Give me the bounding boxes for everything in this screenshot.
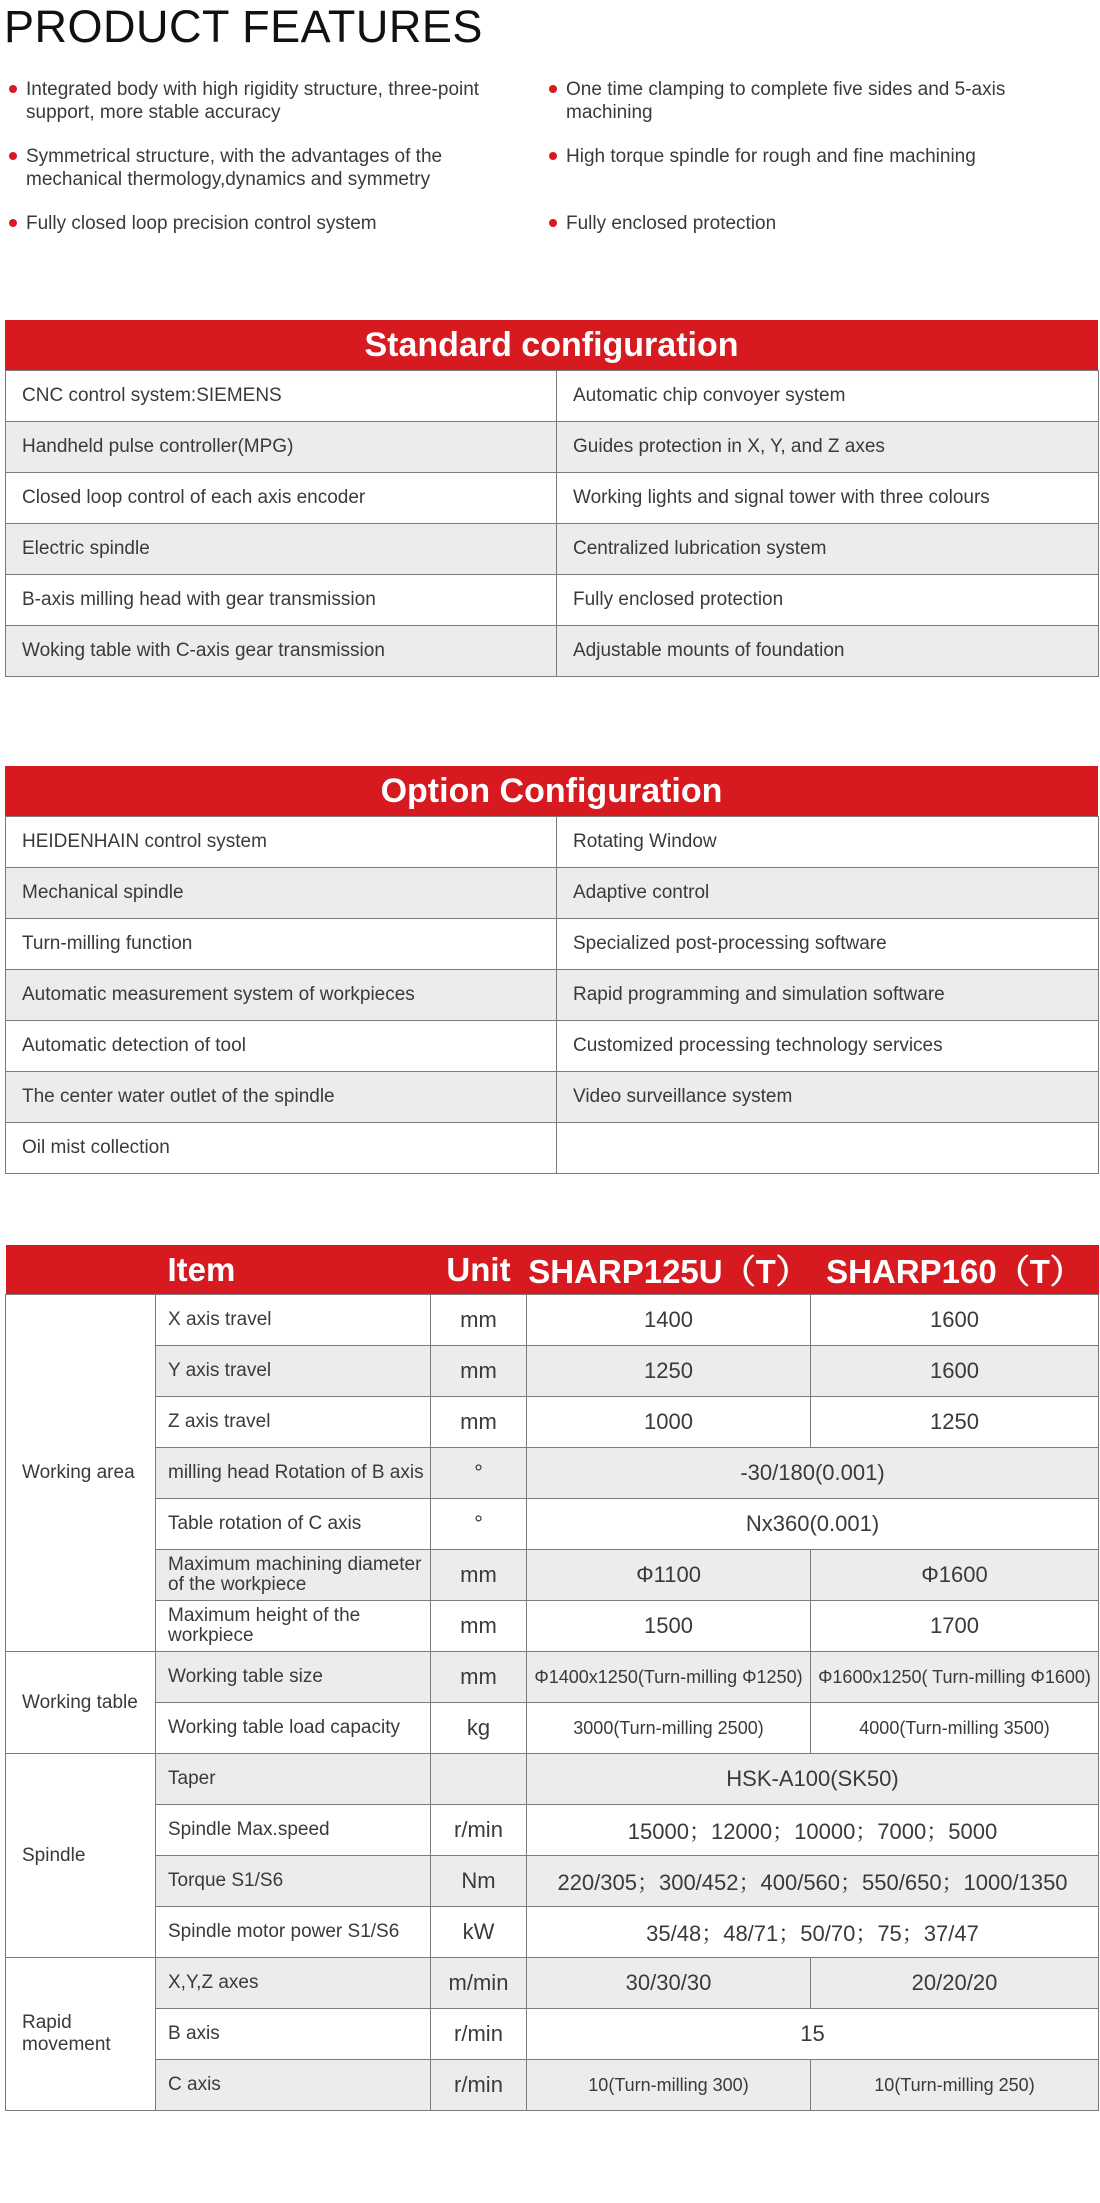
- table-row: [6, 1295, 1099, 1346]
- feature-text: Fully closed loop precision control system: [26, 213, 377, 234]
- bullet-icon: [9, 152, 17, 160]
- spec-unit: m/min: [431, 1958, 527, 2009]
- table-row: [6, 868, 1099, 919]
- spec-value: 15: [527, 2009, 1099, 2060]
- table-row: [6, 2009, 1099, 2060]
- group-working-area: Working area: [6, 1295, 156, 1652]
- feature-text: Integrated body with high rigidity structure, three-point support, more stable accuracy: [26, 79, 480, 123]
- spec-value: 15000；12000；10000；7000；5000: [527, 1805, 1099, 1856]
- feature-item: [566, 212, 1066, 235]
- spec-value: 1600: [811, 1295, 1099, 1346]
- spec-value: Φ1400x1250(Turn-milling Φ1250): [527, 1652, 811, 1703]
- option-config-table: [5, 816, 1099, 1174]
- group-spindle: Spindle: [6, 1754, 156, 1958]
- standard-config-table: [5, 370, 1099, 677]
- table-row: [6, 1652, 1099, 1703]
- table-cell: Electric spindle: [6, 524, 557, 575]
- spec-value: 1250: [527, 1346, 811, 1397]
- table-row: [6, 2060, 1099, 2111]
- table-row: [6, 1958, 1099, 2009]
- spec-value: 35/48；48/71；50/70；75；37/47: [527, 1907, 1099, 1958]
- spec-value: 3000(Turn-milling 2500): [527, 1703, 811, 1754]
- header-item: Item: [156, 1245, 431, 1295]
- table-row: [6, 1397, 1099, 1448]
- spec-item: X,Y,Z axes: [156, 1958, 431, 2009]
- spec-unit: kg: [431, 1703, 527, 1754]
- table-cell: Handheld pulse controller(MPG): [6, 422, 557, 473]
- table-cell: Centralized lubrication system: [557, 524, 1099, 575]
- spec-value: 1500: [527, 1601, 811, 1652]
- spec-item: X axis travel: [156, 1295, 431, 1346]
- table-row: [6, 1021, 1099, 1072]
- table-cell: Guides protection in X, Y, and Z axes: [557, 422, 1099, 473]
- spec-value: 30/30/30: [527, 1958, 811, 2009]
- spec-value: 10(Turn-milling 250): [811, 2060, 1099, 2111]
- table-row: [6, 524, 1099, 575]
- table-cell: Specialized post-processing software: [557, 919, 1099, 970]
- bullet-icon: [9, 85, 17, 93]
- spec-unit: °: [431, 1499, 527, 1550]
- spec-value: 220/305；300/452；400/560；550/650；1000/1350: [527, 1856, 1099, 1907]
- spec-unit: r/min: [431, 2060, 527, 2111]
- spec-item: Taper: [156, 1754, 431, 1805]
- table-cell: Video surveillance system: [557, 1072, 1099, 1123]
- spec-value: Φ1600x1250( Turn-milling Φ1600): [811, 1652, 1099, 1703]
- table-cell: Mechanical spindle: [6, 868, 557, 919]
- spec-value: 20/20/20: [811, 1958, 1099, 2009]
- table-row: [6, 1805, 1099, 1856]
- group-working-table: Working table: [6, 1652, 156, 1754]
- header-blank: [6, 1245, 156, 1295]
- feature-item: [26, 145, 526, 191]
- option-config-banner: Option Configuration: [5, 766, 1098, 816]
- table-cell: Adjustable mounts of foundation: [557, 626, 1099, 677]
- spec-unit: °: [431, 1448, 527, 1499]
- standard-config-banner: Standard configuration: [5, 320, 1098, 370]
- table-row: [6, 1448, 1099, 1499]
- table-cell: Automatic detection of tool: [6, 1021, 557, 1072]
- table-row: [6, 1856, 1099, 1907]
- table-cell: Fully enclosed protection: [557, 575, 1099, 626]
- spec-item: Maximum height of the workpiece: [156, 1601, 431, 1652]
- feature-item: [566, 145, 1066, 168]
- spec-unit: [431, 1754, 527, 1805]
- table-cell: Oil mist collection: [6, 1123, 557, 1174]
- table-row: [6, 919, 1099, 970]
- spec-unit: mm: [431, 1295, 527, 1346]
- spec-item: milling head Rotation of B axis: [156, 1448, 431, 1499]
- table-row: [6, 1499, 1099, 1550]
- table-cell: Automatic measurement system of workpieces: [6, 970, 557, 1021]
- table-row: [6, 422, 1099, 473]
- spec-item: Table rotation of C axis: [156, 1499, 431, 1550]
- spec-value: HSK-A100(SK50): [527, 1754, 1099, 1805]
- table-cell: CNC control system:SIEMENS: [6, 371, 557, 422]
- spec-value: 4000(Turn-milling 3500): [811, 1703, 1099, 1754]
- table-row: [6, 1601, 1099, 1652]
- spec-value: 1000: [527, 1397, 811, 1448]
- spec-unit: Nm: [431, 1856, 527, 1907]
- spec-item: Torque S1/S6: [156, 1856, 431, 1907]
- header-unit: Unit: [431, 1245, 527, 1295]
- table-cell: Closed loop control of each axis encoder: [6, 473, 557, 524]
- spec-value: 1700: [811, 1601, 1099, 1652]
- spec-value: Φ1100: [527, 1550, 811, 1601]
- spec-item: Working table load capacity: [156, 1703, 431, 1754]
- table-row: [6, 1754, 1099, 1805]
- spec-item: Spindle Max.speed: [156, 1805, 431, 1856]
- spec-unit: mm: [431, 1397, 527, 1448]
- table-cell: Rapid programming and simulation software: [557, 970, 1099, 1021]
- table-cell: Working lights and signal tower with three colours: [557, 473, 1099, 524]
- bullet-icon: [549, 152, 557, 160]
- page-title: PRODUCT FEATURES: [4, 1, 483, 52]
- table-row: [6, 371, 1099, 422]
- header-model-1: SHARP125U（T）: [527, 1245, 811, 1295]
- table-cell: Customized processing technology services: [557, 1021, 1099, 1072]
- table-cell: Woking table with C-axis gear transmission: [6, 626, 557, 677]
- spec-item: Maximum machining diameter of the workpiece: [156, 1550, 431, 1601]
- spec-value: Φ1600: [811, 1550, 1099, 1601]
- spec-value: 10(Turn-milling 300): [527, 2060, 811, 2111]
- table-row: [6, 473, 1099, 524]
- feature-text: Fully enclosed protection: [566, 213, 777, 234]
- feature-text: One time clamping to complete five sides and 5-axis machining: [566, 79, 1006, 123]
- table-row: [6, 575, 1099, 626]
- table-cell: B-axis milling head with gear transmission: [6, 575, 557, 626]
- table-cell: Automatic chip convoyer system: [557, 371, 1099, 422]
- table-row: [6, 1346, 1099, 1397]
- table-row: [6, 1907, 1099, 1958]
- feature-text: Symmetrical structure, with the advantages of the mechanical thermology,dynamics and symmetry: [26, 146, 443, 190]
- feature-item: [566, 78, 1006, 124]
- spec-unit: mm: [431, 1601, 527, 1652]
- spec-item: B axis: [156, 2009, 431, 2060]
- bullet-icon: [549, 219, 557, 227]
- spec-unit: r/min: [431, 1805, 527, 1856]
- table-cell: The center water outlet of the spindle: [6, 1072, 557, 1123]
- bullet-icon: [9, 219, 17, 227]
- spec-unit: r/min: [431, 2009, 527, 2060]
- spec-unit: mm: [431, 1652, 527, 1703]
- table-row: [6, 1703, 1099, 1754]
- spec-header-row: [6, 1245, 1099, 1295]
- spec-value: 1250: [811, 1397, 1099, 1448]
- spec-item: Y axis travel: [156, 1346, 431, 1397]
- table-row: [6, 626, 1099, 677]
- spec-item: Working table size: [156, 1652, 431, 1703]
- table-row: [6, 970, 1099, 1021]
- feature-item: [26, 78, 526, 124]
- table-cell: HEIDENHAIN control system: [6, 817, 557, 868]
- spec-item: C axis: [156, 2060, 431, 2111]
- spec-value: -30/180(0.001): [527, 1448, 1099, 1499]
- spec-value: Nx360(0.001): [527, 1499, 1099, 1550]
- spec-unit: mm: [431, 1550, 527, 1601]
- spec-unit: mm: [431, 1346, 527, 1397]
- table-cell: Rotating Window: [557, 817, 1099, 868]
- table-row: [6, 1550, 1099, 1601]
- header-model-2: SHARP160（T）: [811, 1245, 1099, 1295]
- table-row: [6, 1072, 1099, 1123]
- spec-value: 1600: [811, 1346, 1099, 1397]
- table-cell: [557, 1123, 1099, 1174]
- spec-item: Spindle motor power S1/S6: [156, 1907, 431, 1958]
- table-row: [6, 1123, 1099, 1174]
- table-cell: Adaptive control: [557, 868, 1099, 919]
- spec-table: [5, 1245, 1099, 2111]
- table-cell: Turn-milling function: [6, 919, 557, 970]
- group-rapid-movement: Rapid movement: [6, 1958, 156, 2111]
- feature-text: High torque spindle for rough and fine machining: [566, 146, 976, 167]
- spec-unit: kW: [431, 1907, 527, 1958]
- feature-item: [26, 212, 526, 235]
- spec-item: Z axis travel: [156, 1397, 431, 1448]
- spec-value: 1400: [527, 1295, 811, 1346]
- table-row: [6, 817, 1099, 868]
- bullet-icon: [549, 85, 557, 93]
